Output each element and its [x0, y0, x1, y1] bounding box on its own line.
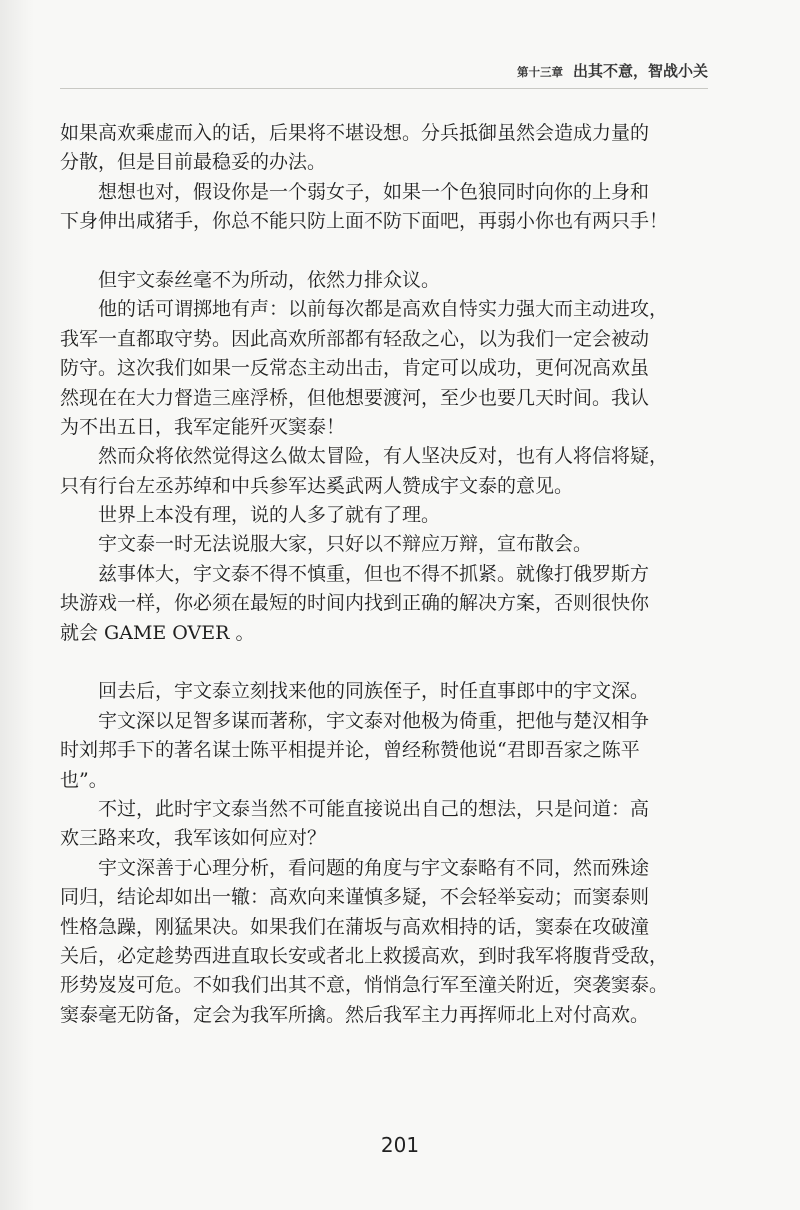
- binding-shadow: [0, 0, 34, 1210]
- text-line: 欢三路来攻，我军该如何应对？: [60, 827, 327, 850]
- body-text: [60, 119, 708, 1030]
- paragraph: [60, 854, 708, 1030]
- paragraph: [60, 119, 708, 178]
- text-line: 也”。: [60, 768, 108, 791]
- text-line: 宇文深以足智多谋而著称，宇文泰对他极为倚重，把他与楚汉相争: [98, 709, 650, 732]
- text-line: 块游戏一样，你必须在最短的时间内找到正确的解决方案，否则很快你: [60, 592, 650, 615]
- chapter-label: 第十三章: [516, 65, 563, 79]
- text-line: 防守。这次我们如果一反常态主动出击，肯定可以成功，更何况高欢虽: [60, 357, 650, 380]
- paragraph: [60, 442, 708, 501]
- text-line: 如果高欢乘虚而入的话，后果将不堪设想。分兵抵御虽然会造成力量的: [60, 122, 650, 144]
- text-line: 想想也对，假设你是一个弱女子，如果一个色狼同时向你的上身和: [98, 180, 650, 203]
- paragraph: [60, 266, 708, 295]
- text-line: 宇文深善于心理分析，看问题的角度与宇文泰略有不同，然而殊途: [98, 856, 650, 879]
- text-line: 同归，结论却如出一辙：高欢向来谨慎多疑，不会轻举妄动；而窦泰则: [60, 886, 650, 909]
- text-line: 窦泰毫无防备，定会为我军所擒。然后我军主力再挥师北上对付高欢。: [60, 1003, 650, 1026]
- page-number: 201: [380, 1133, 420, 1157]
- running-head: [0, 60, 708, 81]
- section-break: [60, 648, 708, 677]
- text-line: 然而众将依然觉得这么做太冒险，有人坚决反对，也有人将信将疑，: [98, 445, 669, 468]
- text-line: 我军一直都取守势。因此高欢所部都有轻敌之心，以为我们一定会被动: [60, 327, 650, 350]
- text-line: 但宇文泰丝毫不为所动，依然力排众议。: [98, 268, 441, 291]
- text-line: 下身伸出咸猪手，你总不能只防上面不防下面吧，再弱小你也有两只手！: [60, 210, 669, 233]
- chapter-title: 出其不意，智战小关: [572, 62, 708, 80]
- text-line: 世界上本没有理，说的人多了就有了理。: [98, 504, 441, 527]
- section-break: [60, 237, 708, 266]
- paragraph: [60, 677, 708, 706]
- text-line: 分散，但是目前最稳妥的办法。: [60, 151, 327, 174]
- text-line: 只有行台左丞苏绰和中兵参军达奚武两人赞成宇文泰的意见。: [60, 474, 574, 497]
- text-line: 回去后，宇文泰立刻找来他的同族侄子，时任直事郎中的宇文深。: [98, 680, 650, 703]
- text-line: 宇文泰一时无法说服大家，只好以不辩应万辩，宣布散会。: [98, 533, 593, 556]
- text-line: 不过，此时宇文泰当然不可能直接说出自己的想法，只是问道：高: [98, 797, 650, 820]
- paragraph: [60, 295, 708, 442]
- text-line: 他的话可谓掷地有声：以前每次都是高欢自恃实力强大而主动进攻，: [98, 298, 669, 321]
- paragraph: [60, 530, 708, 559]
- text-line: 为不出五日，我军定能歼灭窦泰！: [60, 415, 346, 438]
- text-line: 时刘邦手下的著名谋士陈平相提并论，曾经称赞他说“君即吾家之陈平: [60, 739, 640, 762]
- text-line: 就会 GAME OVER 。: [60, 621, 255, 644]
- paragraph: [60, 501, 708, 530]
- text-line: 关后，必定趁势西进直取长安或者北上救援高欢，到时我军将腹背受敌，: [60, 944, 669, 967]
- header-rule: [60, 88, 708, 89]
- text-line: 形势岌岌可危。不如我们出其不意，悄悄急行军至潼关附近，突袭窦泰。: [60, 974, 669, 997]
- text-line: 性格急躁，刚猛果决。如果我们在蒲坂与高欢相持的话，窦泰在攻破潼: [60, 915, 650, 938]
- paragraph: [60, 795, 708, 854]
- paragraph: [60, 178, 708, 237]
- paragraph: [60, 707, 708, 795]
- paragraph: [60, 560, 708, 648]
- text-line: 兹事体大，宇文泰不得不慎重，但也不得不抓紧。就像打俄罗斯方: [98, 562, 650, 585]
- text-line: 然现在在大力督造三座浮桥，但他想要渡河，至少也要几天时间。我认: [60, 386, 650, 409]
